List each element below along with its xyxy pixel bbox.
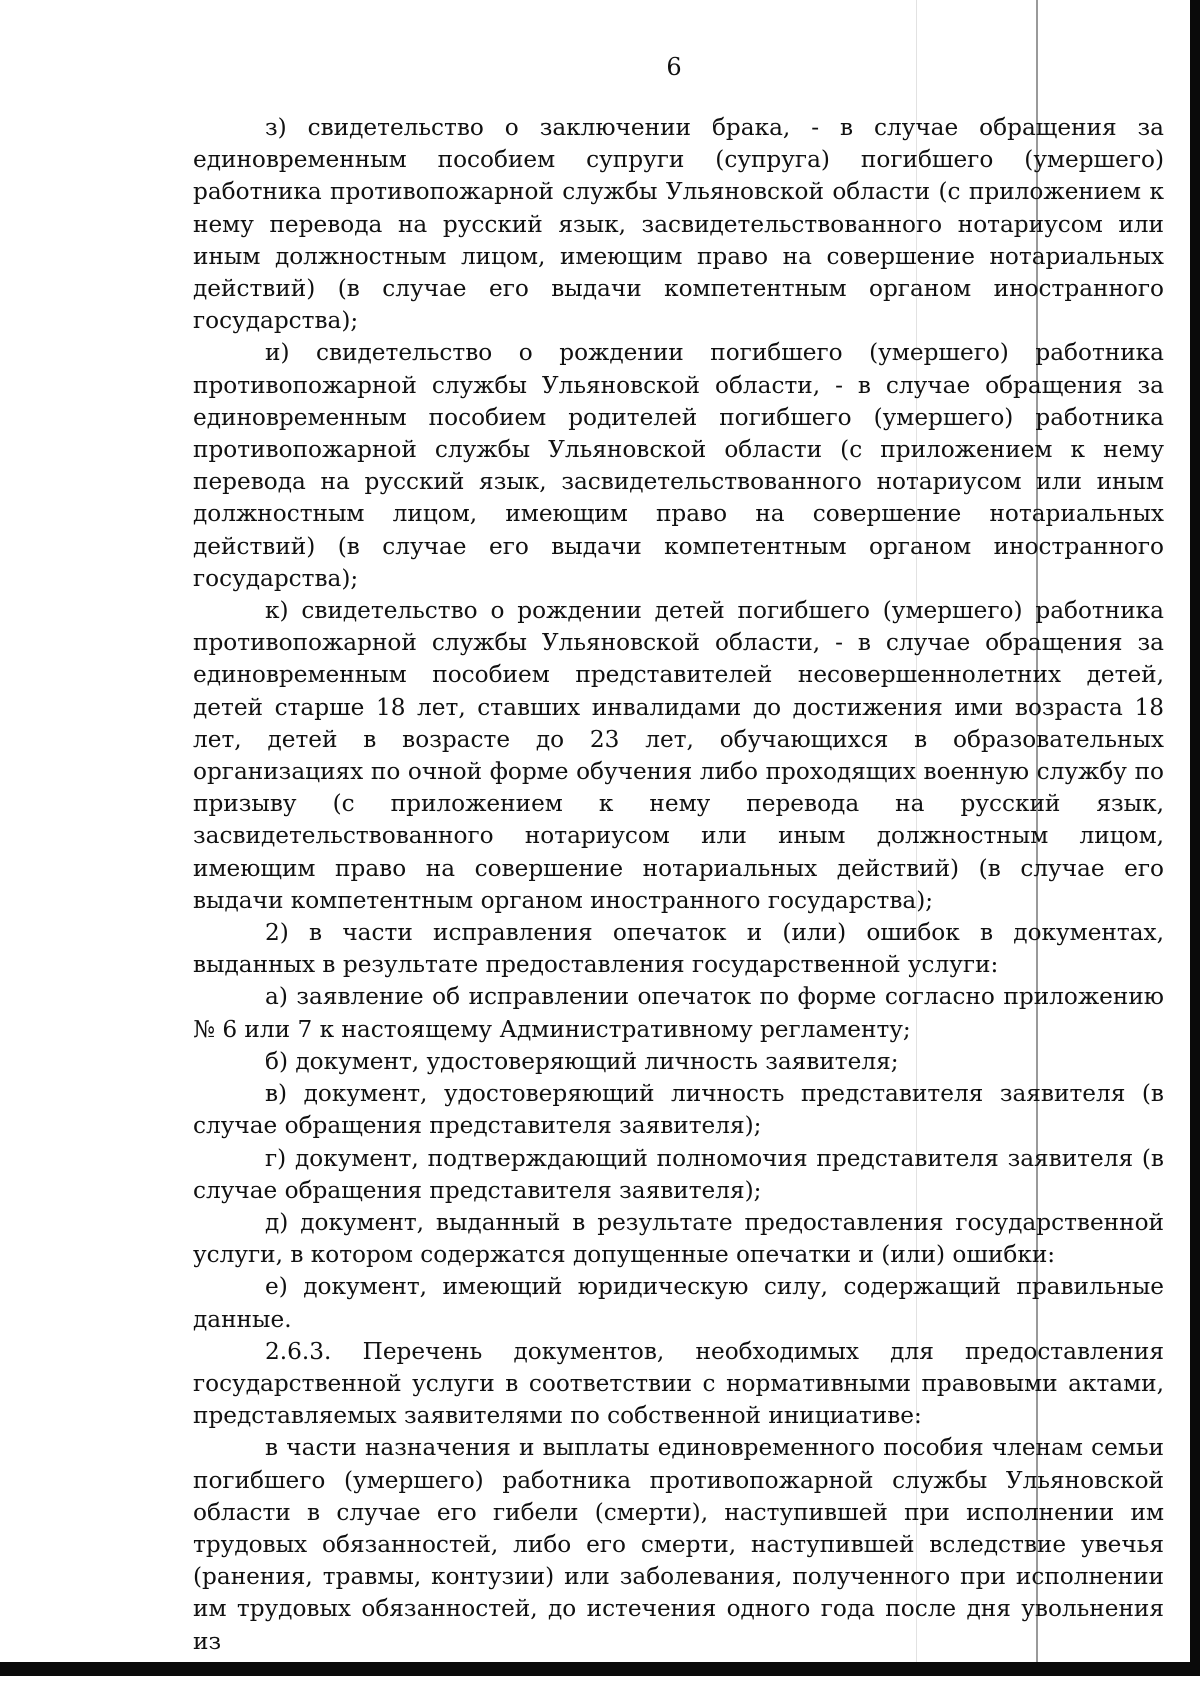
paragraph-v: в) документ, удостоверяющий личность представителя заявителя (в случае обращения представителя заявителя); — [193, 1080, 1164, 1140]
page-number: 6 — [666, 53, 682, 81]
paragraph-b: б) документ, удостоверяющий личность заявителя; — [265, 1047, 899, 1075]
paragraph-naznachenie: в части назначения и выплаты единовременного пособия членам семьи погибшего (умершего) работника противопожарной службы Ульяновской области в случае его гибели (смерти), наступившей при исполнении им трудовых обязанностей, либо его смерти, наступившей вследствие увечья (ранения, травмы, контузии) или заболевания, полученного при исполнении им трудовых обязанностей, до истечения одного года после дня увольнения из — [193, 1434, 1164, 1655]
paragraph-e: е) документ, имеющий юридическую силу, содержащий правильные данные. — [193, 1273, 1164, 1333]
paragraph-g: г) документ, подтверждающий полномочия представителя заявителя (в случае обращения представителя заявителя); — [193, 1144, 1164, 1204]
paragraph-k: к) свидетельство о рождении детей погибшего (умершего) работника противопожарной службы Ульяновской области, - в случае обращения за единовременным пособием представителей несовершеннолетних детей, детей старше 18 лет, ставших инвалидами до достижения ими возраста 18 лет, детей в возрасте до 23 лет, обучающихся в образовательных организациях по очной форме обучения либо проходящих военную службу по призыву (с приложением к нему перевода на русский язык, засвидетельствованного нотариусом или иным должностным лицом, имеющим право на совершение нотариальных действий) (в случае его выдачи компетентным органом иностранного государства); — [193, 597, 1164, 914]
paragraph-2-6-3: 2.6.3. Перечень документов, необходимых для предоставления государственной услуги в соответствии с нормативными правовыми актами, представляемых заявителями по собственной инициативе: — [193, 1337, 1164, 1430]
scan-border-bottom — [0, 1662, 1200, 1676]
paragraph-z: з) свидетельство о заключении брака, - в случае обращения за единовременным пособием супруги (супруга) погибшего (умершего) работника противопожарной службы Ульяновской области (с приложением к нему перевода на русский язык, засвидетельствованного нотариусом или иным должностным лицом, имеющим право на совершение нотариальных действий) (в случае его выдачи компетентным органом иностранного государства); — [193, 114, 1164, 335]
paragraph-i: и) свидетельство о рождении погибшего (умершего) работника противопожарной службы Ульяновской области, - в случае обращения за единовременным пособием родителей погибшего (умершего) работника противопожарной службы Ульяновской области (с приложением к нему перевода на русский язык, засвидетельствованного нотариусом или иным должностным лицом, имеющим право на совершение нотариальных действий) (в случае его выдачи компетентным органом иностранного государства); — [193, 339, 1164, 592]
paragraph-2: 2) в части исправления опечаток и (или) ошибок в документах, выданных в результате предоставления государственной услуги: — [193, 919, 1164, 979]
scan-border-right — [1190, 0, 1200, 1676]
paragraph-a: а) заявление об исправлении опечаток по форме согласно приложению № 6 или 7 к настоящему Административному регламенту; — [193, 983, 1164, 1043]
document-body — [193, 112, 1164, 1658]
paragraph-d: д) документ, выданный в результате предоставления государственной услуги, в котором содержатся допущенные опечатки и (или) ошибки: — [193, 1208, 1164, 1269]
